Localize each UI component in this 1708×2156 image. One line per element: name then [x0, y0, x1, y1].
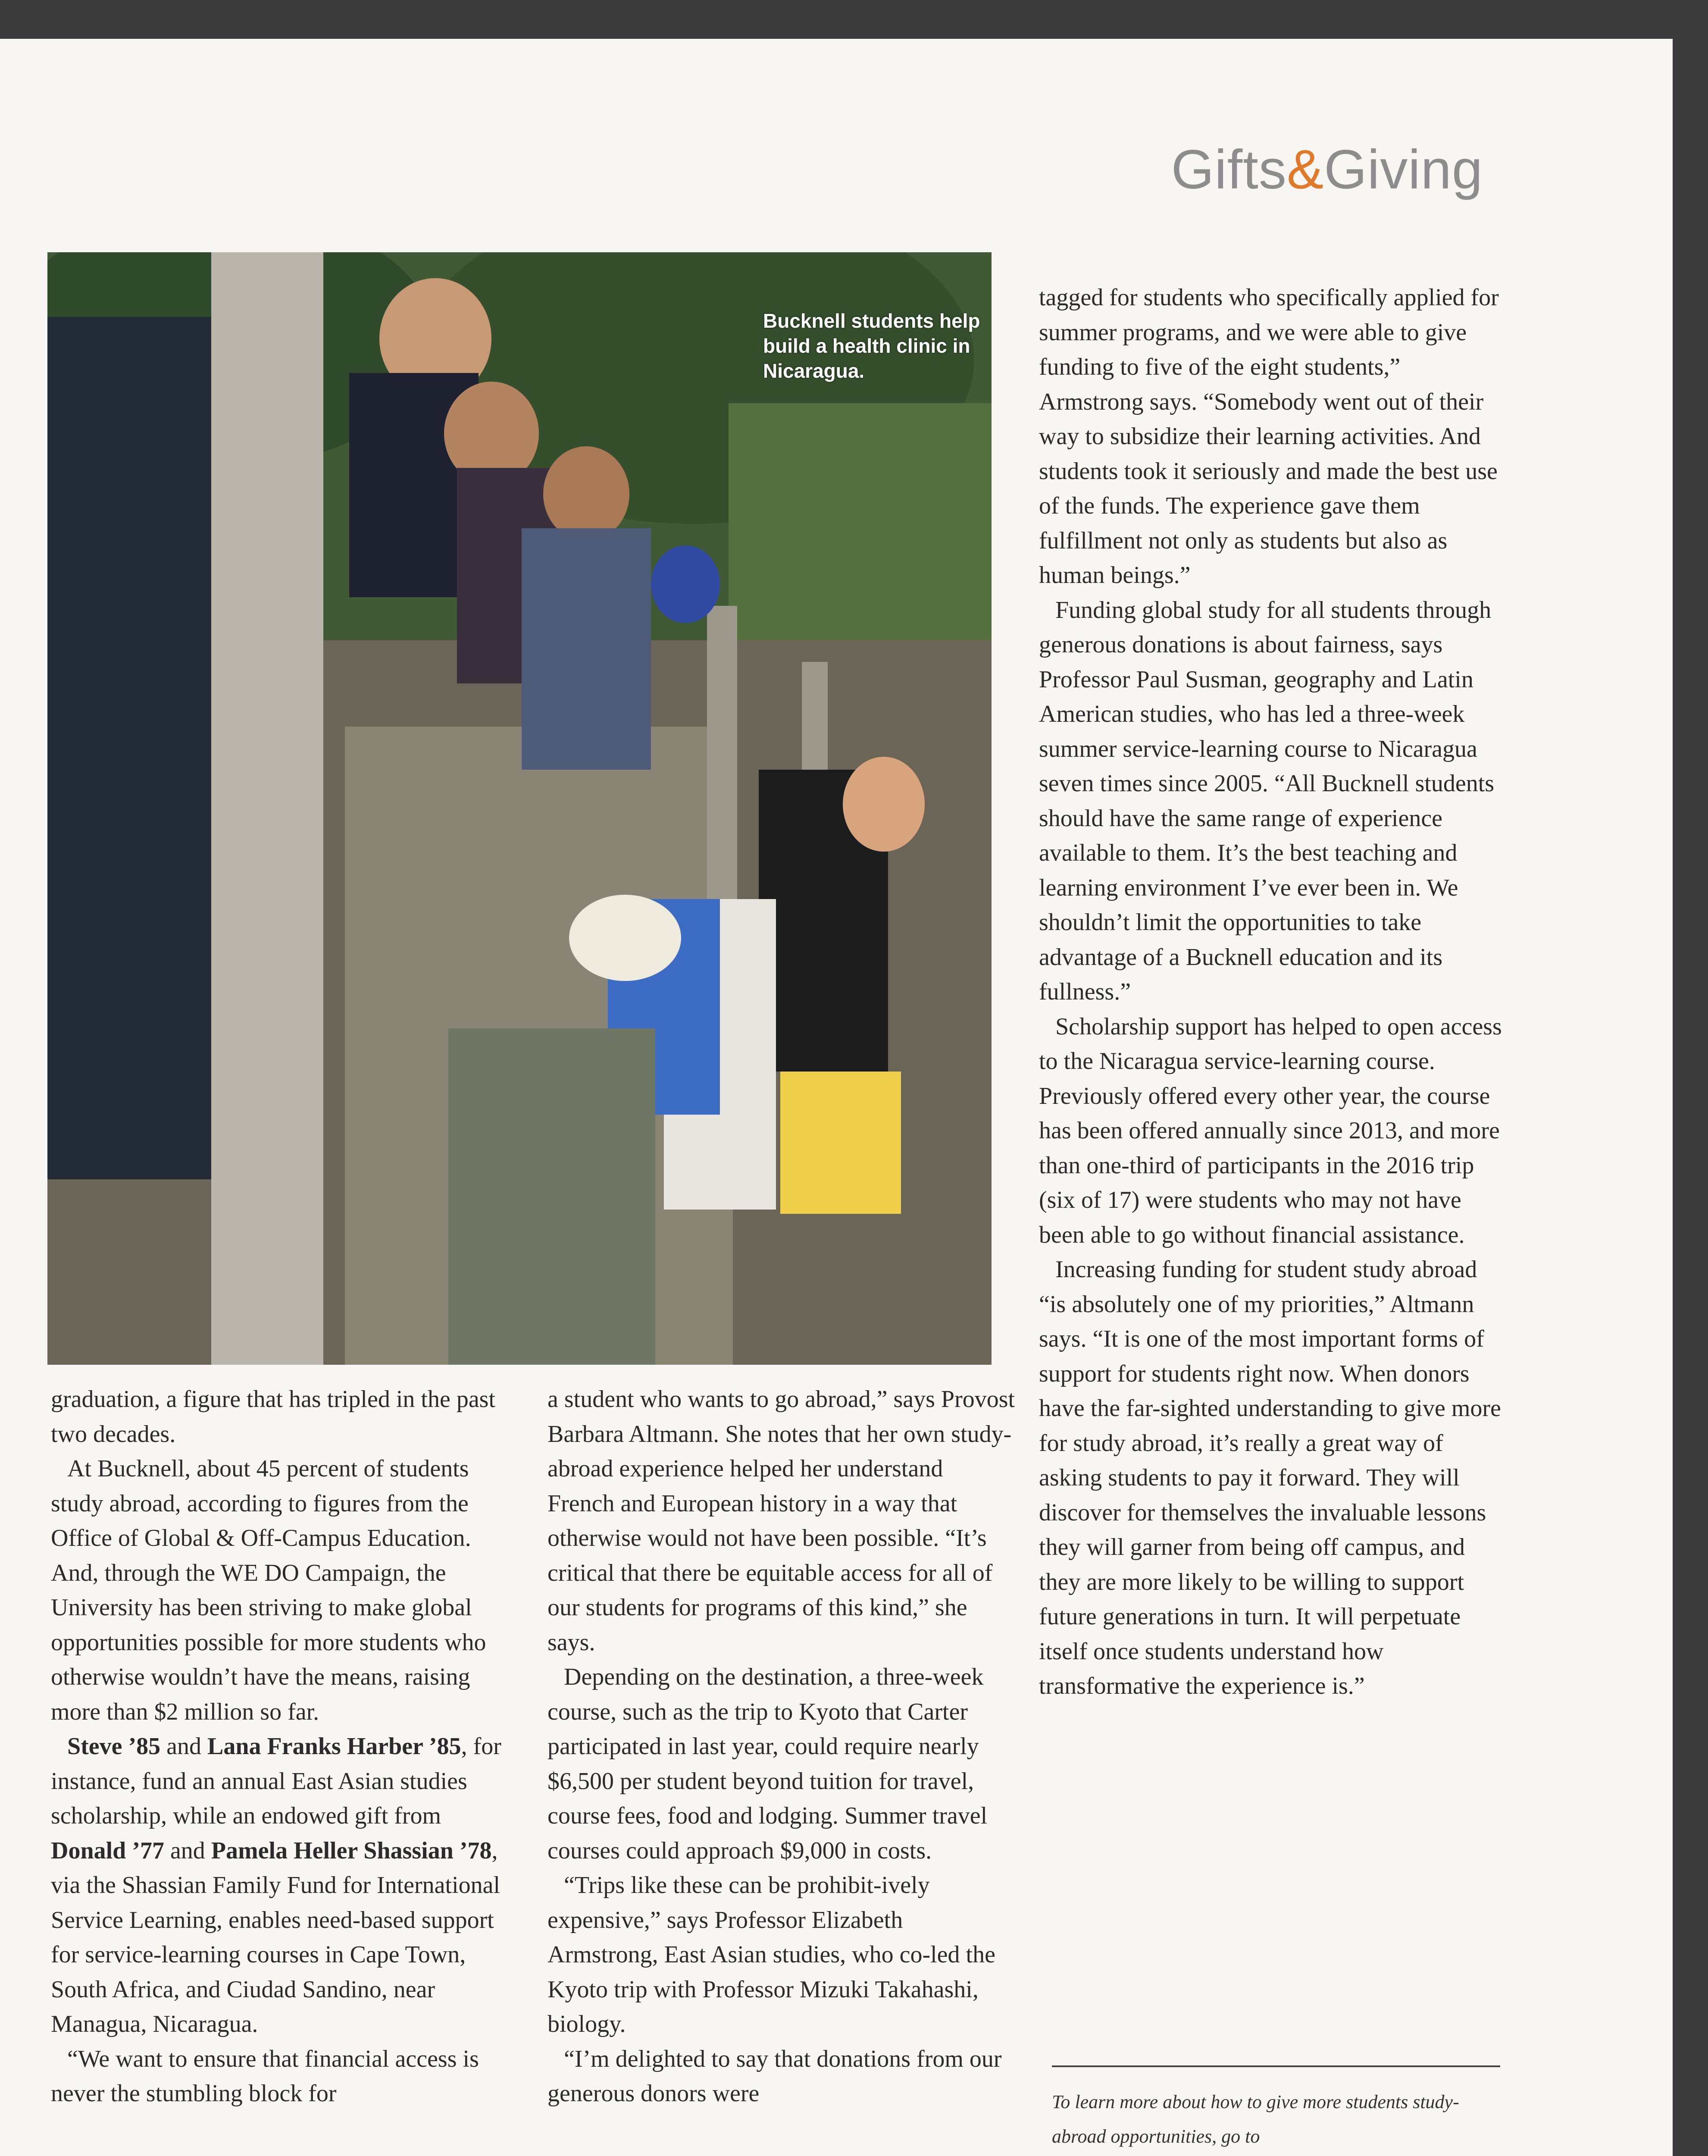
col2-paragraph-4: “I’m delighted to say that donations from our generous donors were — [547, 2045, 1002, 2107]
col1-paragraph-1: graduation, a figure that has tripled in the past two decades. — [51, 1386, 496, 1448]
text-run: and — [164, 1837, 211, 1864]
text-run: , for instance, fund an annual East Asian studies scholarship, while an endowed gift from — [51, 1733, 501, 1829]
dept-ampersand: & — [1286, 139, 1324, 201]
donor-name: Lana Franks Harber ’85 — [207, 1733, 461, 1760]
col3-paragraph-2: Funding global study for all students through generous donations is about fairness, says Professor Paul Susman, geography and Latin American studies, who has led a three-week summer service-learning course to Nicaragua seven times since 2005. “All Bucknell students should have the same range of experience available to them. It’s the best teaching and learning environment I’ve ever been in. We shouldn’t limit the opportunities to take advantage of a Bucknell education and its fullness.” — [1039, 596, 1495, 1005]
col3-paragraph-1: tagged for students who specifically applied for summer programs, and we were able to give funding to five of the eight students,” Armstrong says. “Somebody went out of their way to subsidize their learning activities. And students took it seriously and made the best use of the funds. The experience gave them fulfillment not only as students but also as human beings.” — [1039, 284, 1499, 589]
dept-gifts: Gifts — [1171, 139, 1287, 201]
divider-rule — [1052, 2065, 1500, 2067]
clinic-photo — [47, 252, 992, 1365]
col2-paragraph-3: “Trips like these can be prohibit-ively expensive,” says Professor Elizabeth Armstrong, East Asian studies, who co-led the Kyoto trip with Professor Mizuki Takahashi, biology. — [547, 1872, 995, 2037]
col1-paragraph-4: “We want to ensure that financial access is never the stumbling block for — [51, 2045, 479, 2107]
column-2 — [547, 1382, 1015, 2111]
column-3 — [1039, 280, 1509, 1704]
col3-paragraph-3: Scholarship support has helped to open access to the Nicaragua service-learning course. Previously offered every other year, the course has been offered annually since 2013, and more than one-third of participants in the 2016 trip (six of 17) were students who may not have been able to go without financial assistance. — [1039, 1013, 1502, 1248]
text-run: and — [160, 1733, 208, 1760]
photo-illustration — [47, 252, 992, 1365]
col1-paragraph-3 — [51, 1729, 521, 2042]
donor-name: Donald ’77 — [51, 1837, 164, 1864]
donor-name: Pamela Heller Shassian ’78 — [211, 1837, 492, 1864]
magazine-page — [0, 39, 1673, 2156]
col3-paragraph-4: Increasing funding for student study abroad “is absolutely one of my priorities,” Altmann says. “It is one of the most important forms of support for students right now. When donors have the far-sighted understanding to give more for study abroad, it’s really a great way of asking students to pay it forward. They will discover for themselves the invaluable lessons they will garner from being off campus, and they are more likely to be willing to support future generations in turn. It will perpetuate itself once students understand how transformative the experience is.” — [1039, 1256, 1501, 1699]
col2-paragraph-2: Depending on the destination, a three-week course, such as the trip to Kyoto that Carter participated in last year, could require nearly $6,500 per student beyond tuition for travel, course fees, food and lodging. Summer travel courses could approach $9,000 in costs. — [547, 1664, 988, 1864]
giving-note: To learn more about how to give more students study-abroad opportunities, go to — [1052, 2091, 1459, 2147]
photo-caption: Bucknell students help build a health clinic in Nicaragua. — [763, 310, 980, 382]
donor-name: Steve ’85 — [67, 1733, 161, 1760]
text-run: , via the Shassian Family Fund for International Service Learning, enables need-based support for service-learning courses in Cape Town, South Africa, and Ciudad Sandino, near Managua, Nicaragua. — [51, 1837, 501, 2037]
column-1 — [51, 1382, 521, 2111]
section-header — [1171, 138, 1483, 201]
col2-paragraph-1: a student who wants to go abroad,” says Provost Barbara Altmann. She notes that her own study-abroad experience helped her understand French and European history in a way that otherwise would not have been possible. “It’s critical that there be equitable access for all of our students for programs of this kind,” she says. — [547, 1386, 1015, 1656]
col1-paragraph-2: At Bucknell, about 45 percent of students study abroad, according to figures from the Office of Global & Off-Campus Education. And, through the WE DO Campaign, the University has been striving to make global opportunities possible for more students who otherwise wouldn’t have the means, raising more than $2 million so far. — [51, 1455, 486, 1725]
dept-giving: Giving — [1324, 139, 1483, 201]
